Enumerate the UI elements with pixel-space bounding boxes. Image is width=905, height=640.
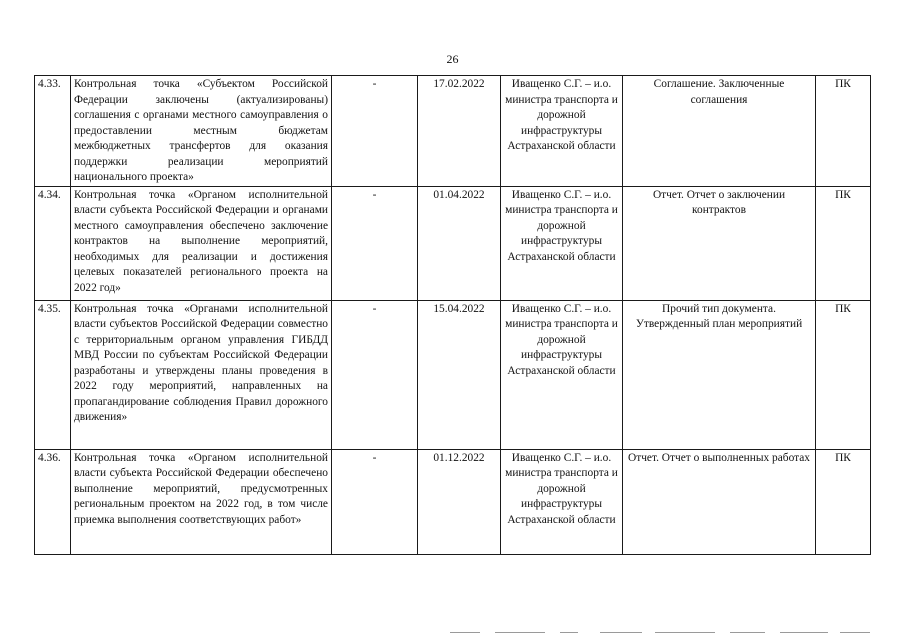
row-number: 4.36. [35,449,71,554]
table-row [35,300,871,449]
control-points-table [34,75,871,555]
row-number: 4.33. [35,76,71,187]
control-point-description: Контрольная точка «Органами исполнительной власти субъектов Российской Федерации совместно с территориальным органом управления ГИБДД МВД России по субъектам Российской Федерации разработаны и утверждены планы проведения в 2022 году мероприятий, направленных на пропагандирование соблюдения Правил дорожного движения» [71,300,332,449]
control-level-cell: ПК [816,300,871,449]
control-point-description: Контрольная точка «Органом исполнительной власти субъекта Российской Федерации и органами местного самоуправления обеспечено заключение контрактов на выполнение мероприятий, необходимых для реализации и достижения целевых показателей регионального проекта на 2022 год» [71,186,332,300]
table-row [35,76,871,187]
table-row [35,449,871,554]
row-number: 4.35. [35,300,71,449]
responsible-cell: Иващенко С.Г. – и.о. министра транспорта и дорожной инфраструктуры Астраханской области [501,76,623,187]
control-point-description: Контрольная точка «Органом исполнительной власти субъекта Российской Федерации обеспечено выполнение мероприятий, предусмотренных региональным проектом на 2022 год, в том числе приемка выполнения соответствующих работ» [71,449,332,554]
start-date-cell: - [332,449,418,554]
result-document-cell: Прочий тип документа. Утвержденный план мероприятий [623,300,816,449]
result-document-cell: Отчет. Отчет о заключении контрактов [623,186,816,300]
end-date-cell: 01.04.2022 [418,186,501,300]
control-point-description: Контрольная точка «Субъектом Российской Федерации заключены (актуализированы) соглашения с органами местного самоуправления о предоставлении местным бюджетам межбюджетных трансфертов для оказания поддержки реализации мероприятий национального проекта» [71,76,332,187]
table-row [35,186,871,300]
start-date-cell: - [332,300,418,449]
end-date-cell: 17.02.2022 [418,76,501,187]
control-level-cell: ПК [816,186,871,300]
result-document-cell: Отчет. Отчет о выполненных работах [623,449,816,554]
control-level-cell: ПК [816,76,871,187]
page-number: 26 [446,52,459,66]
start-date-cell: - [332,186,418,300]
end-date-cell: 01.12.2022 [418,449,501,554]
responsible-cell: Иващенко С.Г. – и.о. министра транспорта и дорожной инфраструктуры Астраханской области [501,300,623,449]
result-document-cell: Соглашение. Заключенные соглашения [623,76,816,187]
scan-artifact-marks [440,632,880,635]
end-date-cell: 15.04.2022 [418,300,501,449]
row-number: 4.34. [35,186,71,300]
control-level-cell: ПК [816,449,871,554]
start-date-cell: - [332,76,418,187]
responsible-cell: Иващенко С.Г. – и.о. министра транспорта и дорожной инфраструктуры Астраханской области [501,449,623,554]
responsible-cell: Иващенко С.Г. – и.о. министра транспорта и дорожной инфраструктуры Астраханской области [501,186,623,300]
